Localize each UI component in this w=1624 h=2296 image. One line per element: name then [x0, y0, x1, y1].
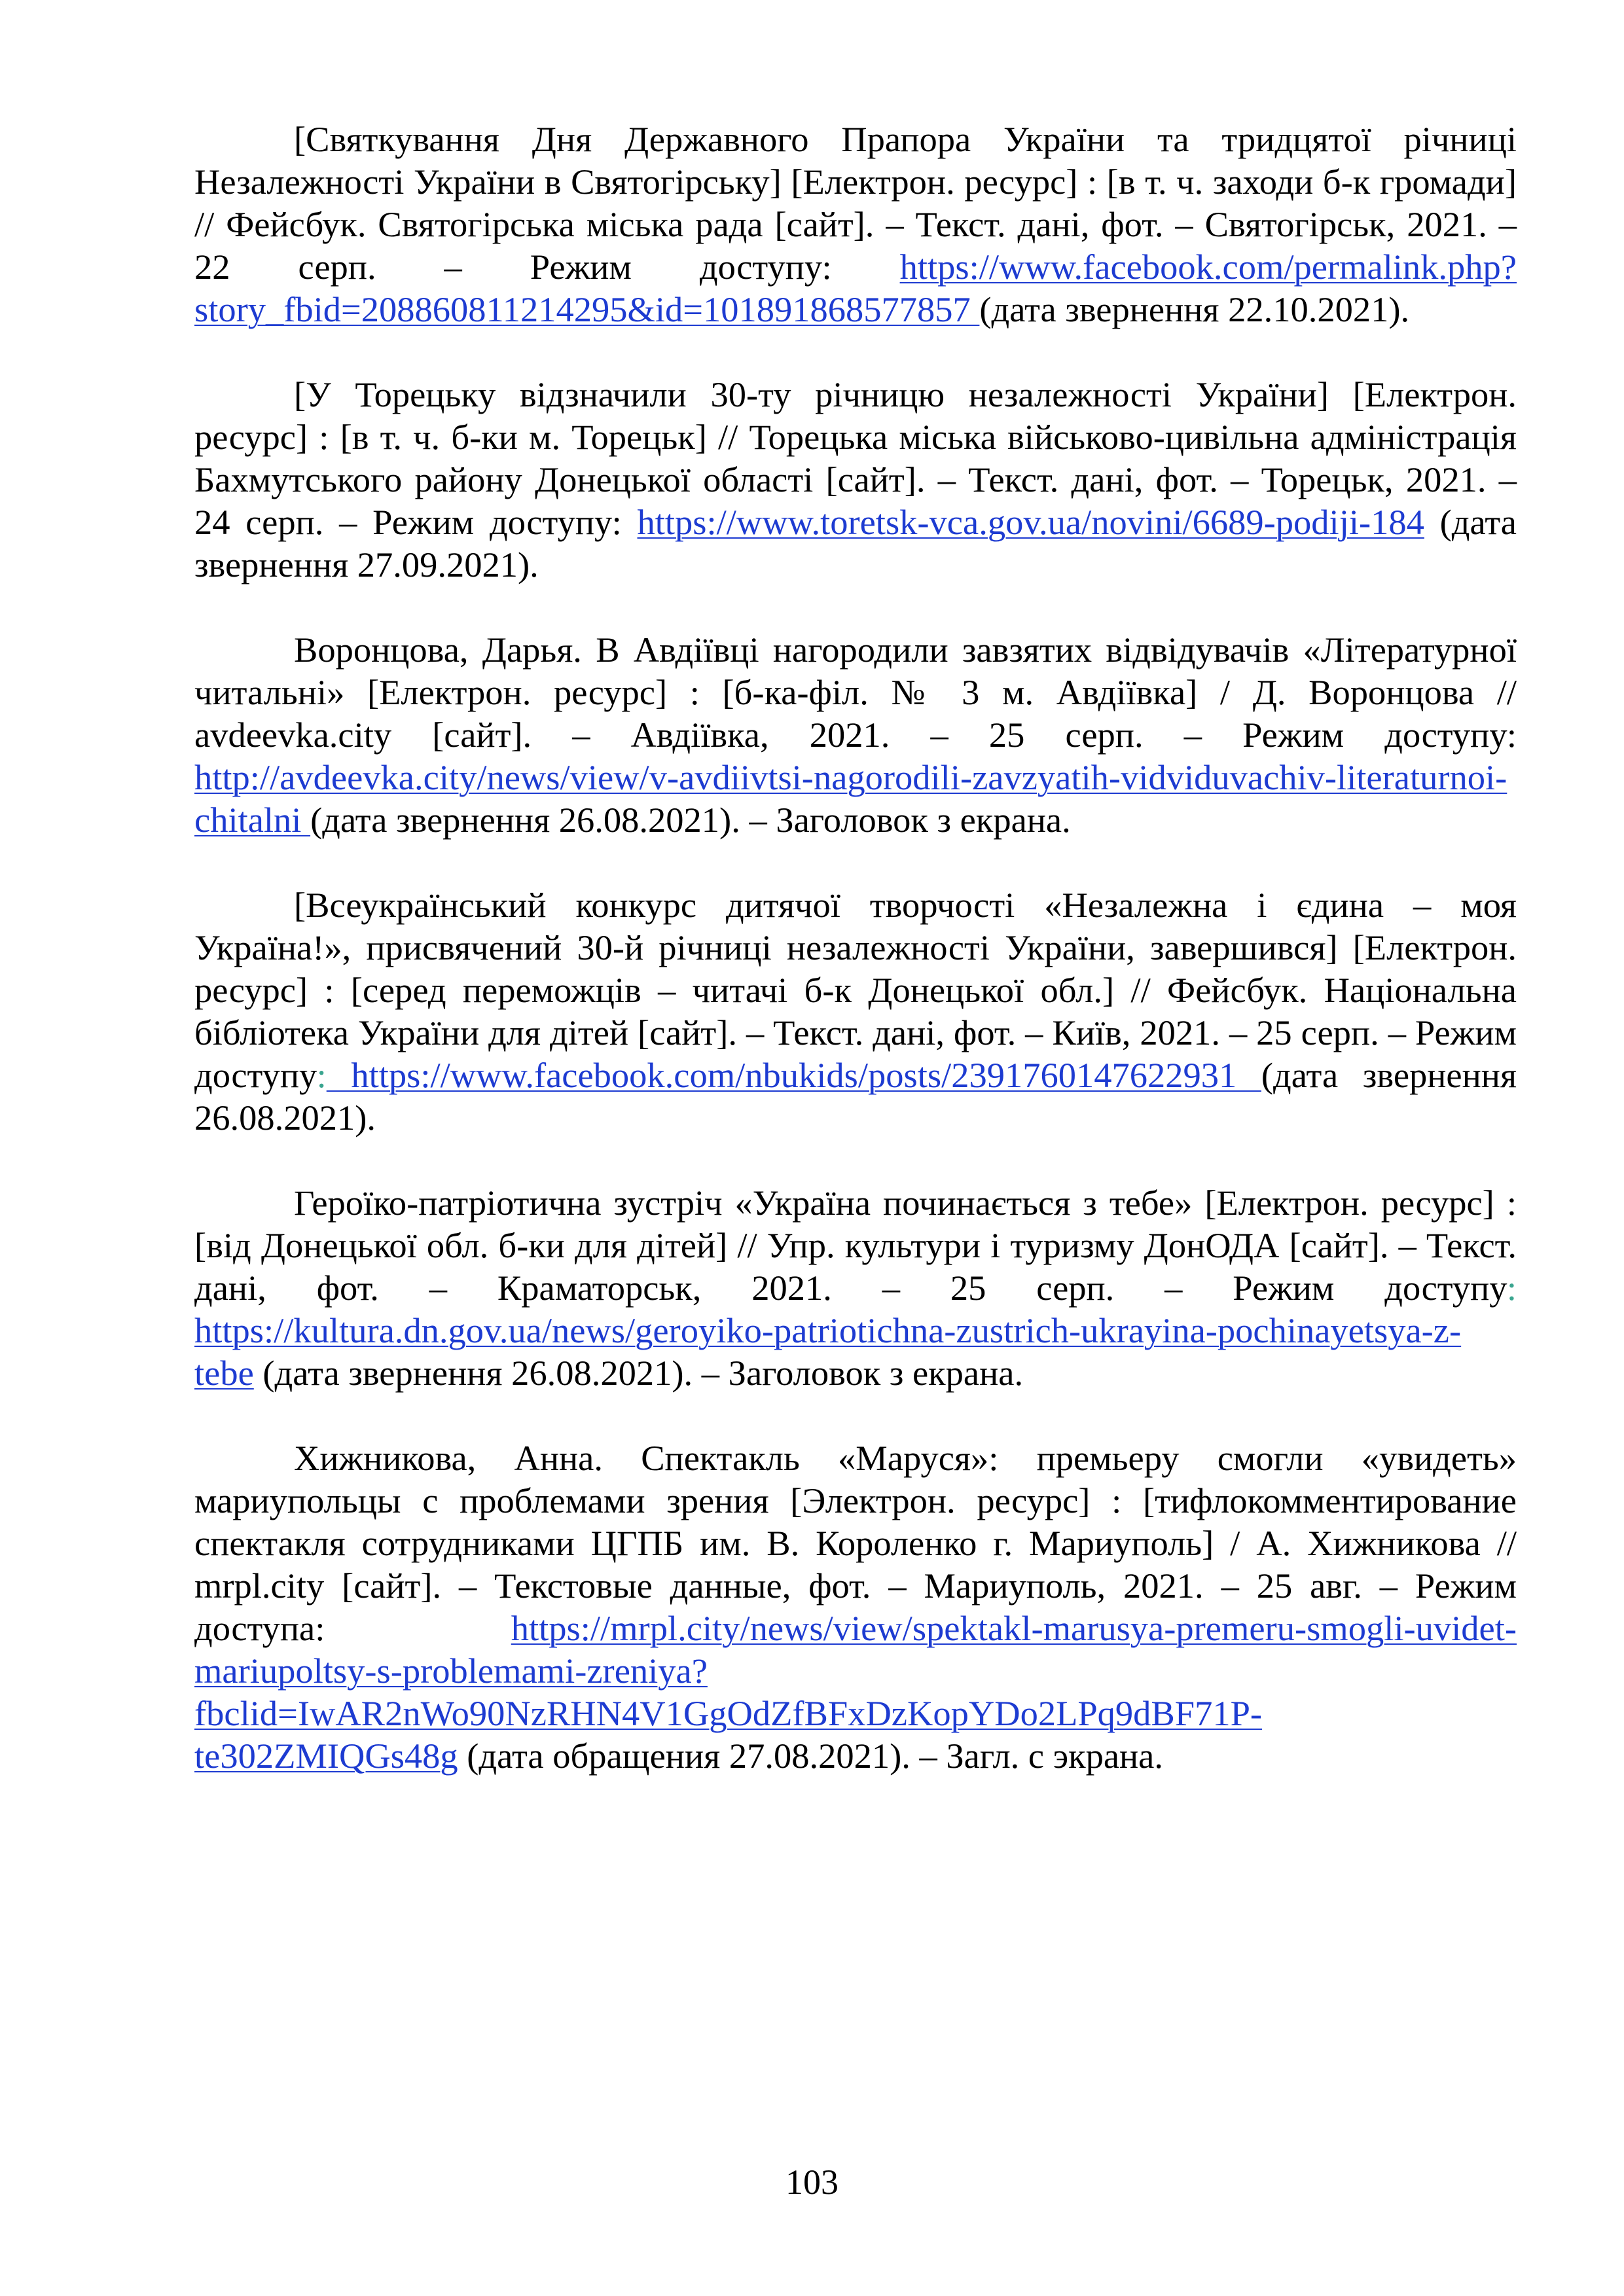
bibliography-entry-2: [194, 373, 1517, 586]
entry-link[interactable]: https://www.toretsk-vca.gov.ua/novini/6689-podiji-184: [637, 502, 1424, 542]
entry-text: Воронцова, Дарья. В Авдіївці нагородили завзятих відвідувачів «Літературної читальні» [Електрон. ресурс] : [б-ка-філ. № 3 м. Авдіївка] / Д. Воронцова // avdeevka.city [сайт]. – Авдіївка, 2021. – 25 серп. – Режим доступу:: [194, 630, 1517, 755]
bibliography-entry-4: [194, 884, 1517, 1139]
entry-text: Хижникова, Анна. Спектакль «Маруся»: премьеру смогли «увидеть» мариупольцы с проблемами зрения [Электрон. ресурс] : [тифлокомментирование спектакля сотрудниками ЦГПБ им. В. Короленко г. Мариуполь] / А. Хижникова // mrpl.city [сайт]. – Текстовые данные, фот. – Мариуполь, 2021. – 25 авг. – Режим доступа:: [194, 1438, 1517, 1648]
entry-date: (дата звернення 27.09.2021).: [194, 502, 1517, 584]
entry-link[interactable]: http://avdeevka.city/news/view/v-avdiivtsi-nagorodili-zavzyatih-vidviduvachiv-literaturnoi-chitalni: [194, 757, 1507, 840]
entry-link[interactable]: https://www.facebook.com/nbukids/posts/2391760147622931: [326, 1055, 1261, 1095]
entry-text: Героїко-патріотична зустріч «Україна починається з тебе» [Електрон. ресурс] : [від Донецької обл. б-ки для дітей] // Упр. культури і туризму ДонОДА [сайт]. – Текст. дані, фот. – Краматорськ, 2021. – 25 серп. – Режим доступу: [194, 1183, 1517, 1308]
bibliography-entry-3: [194, 628, 1517, 841]
entry-colon: :: [1506, 1268, 1517, 1308]
entry-date: (дата звернення 26.08.2021).: [194, 1055, 1517, 1138]
entry-date: (дата обращения 27.08.2021). – Загл. с экрана.: [458, 1736, 1163, 1776]
entry-text: [Святкування Дня Державного Прапора України та тридцятої річниці Незалежності України в Святогірську] [Електрон. ресурс] : [в т. ч. заходи б-к громади] // Фейсбук. Святогірська міська рада [сайт]. – Текст. дані, фот. – Святогірськ, 2021. – 22 серп. – Режим доступу:: [194, 119, 1517, 287]
bibliography-entry-1: [194, 118, 1517, 331]
entry-link[interactable]: https://kultura.dn.gov.ua/news/geroyiko-patriotichna-zustrich-ukrayina-pochinayetsya-z-tebe: [194, 1310, 1462, 1393]
entry-date: (дата звернення 26.08.2021). – Заголовок з екрана.: [253, 1353, 1024, 1393]
entry-date: (дата звернення 22.10.2021).: [979, 289, 1410, 329]
entry-link[interactable]: https://mrpl.city/news/view/spektakl-marusya-premeru-smogli-uvidet-mariupoltsy-s-problemami-zreniya?fbclid=IwAR2nWo90NzRHN4V1GgOdZfBFxDzKopYDo2LPq9dBF71P-te302ZMIQGs48g: [194, 1608, 1517, 1776]
entry-text: [Всеукраїнський конкурс дитячої творчості «Незалежна і єдина – моя Україна!», присвячений 30-й річниці незалежності України, завершився] [Електрон. ресурс] : [серед переможців – читачі б-к Донецької обл.] // Фейсбук. Національна бібліотека України для дітей [сайт]. – Текст. дані, фот. – Київ, 2021. – 25 серп. – Режим доступу: [194, 885, 1517, 1095]
page-number: 103: [785, 2162, 839, 2202]
bibliography-entry-5: [194, 1181, 1517, 1394]
entry-link[interactable]: https://www.facebook.com/permalink.php?story_fbid=208860811214295&id=101891868577857: [194, 247, 1517, 329]
entry-colon: :: [316, 1055, 327, 1095]
entry-text: [У Торецьку відзначили 30-ту річницю незалежності України] [Електрон. ресурс] : [в т. ч. б-ки м. Торецьк] // Торецька міська військово-цивільна адміністрація Бахмутського району Донецької області [сайт]. – Текст. дані, фот. – Торецьк, 2021. – 24 серп. – Режим доступу:: [194, 374, 1517, 542]
entry-date: (дата звернення 26.08.2021). – Заголовок з екрана.: [310, 800, 1071, 840]
bibliography-list: [194, 118, 1517, 1820]
bibliography-entry-6: [194, 1437, 1517, 1777]
